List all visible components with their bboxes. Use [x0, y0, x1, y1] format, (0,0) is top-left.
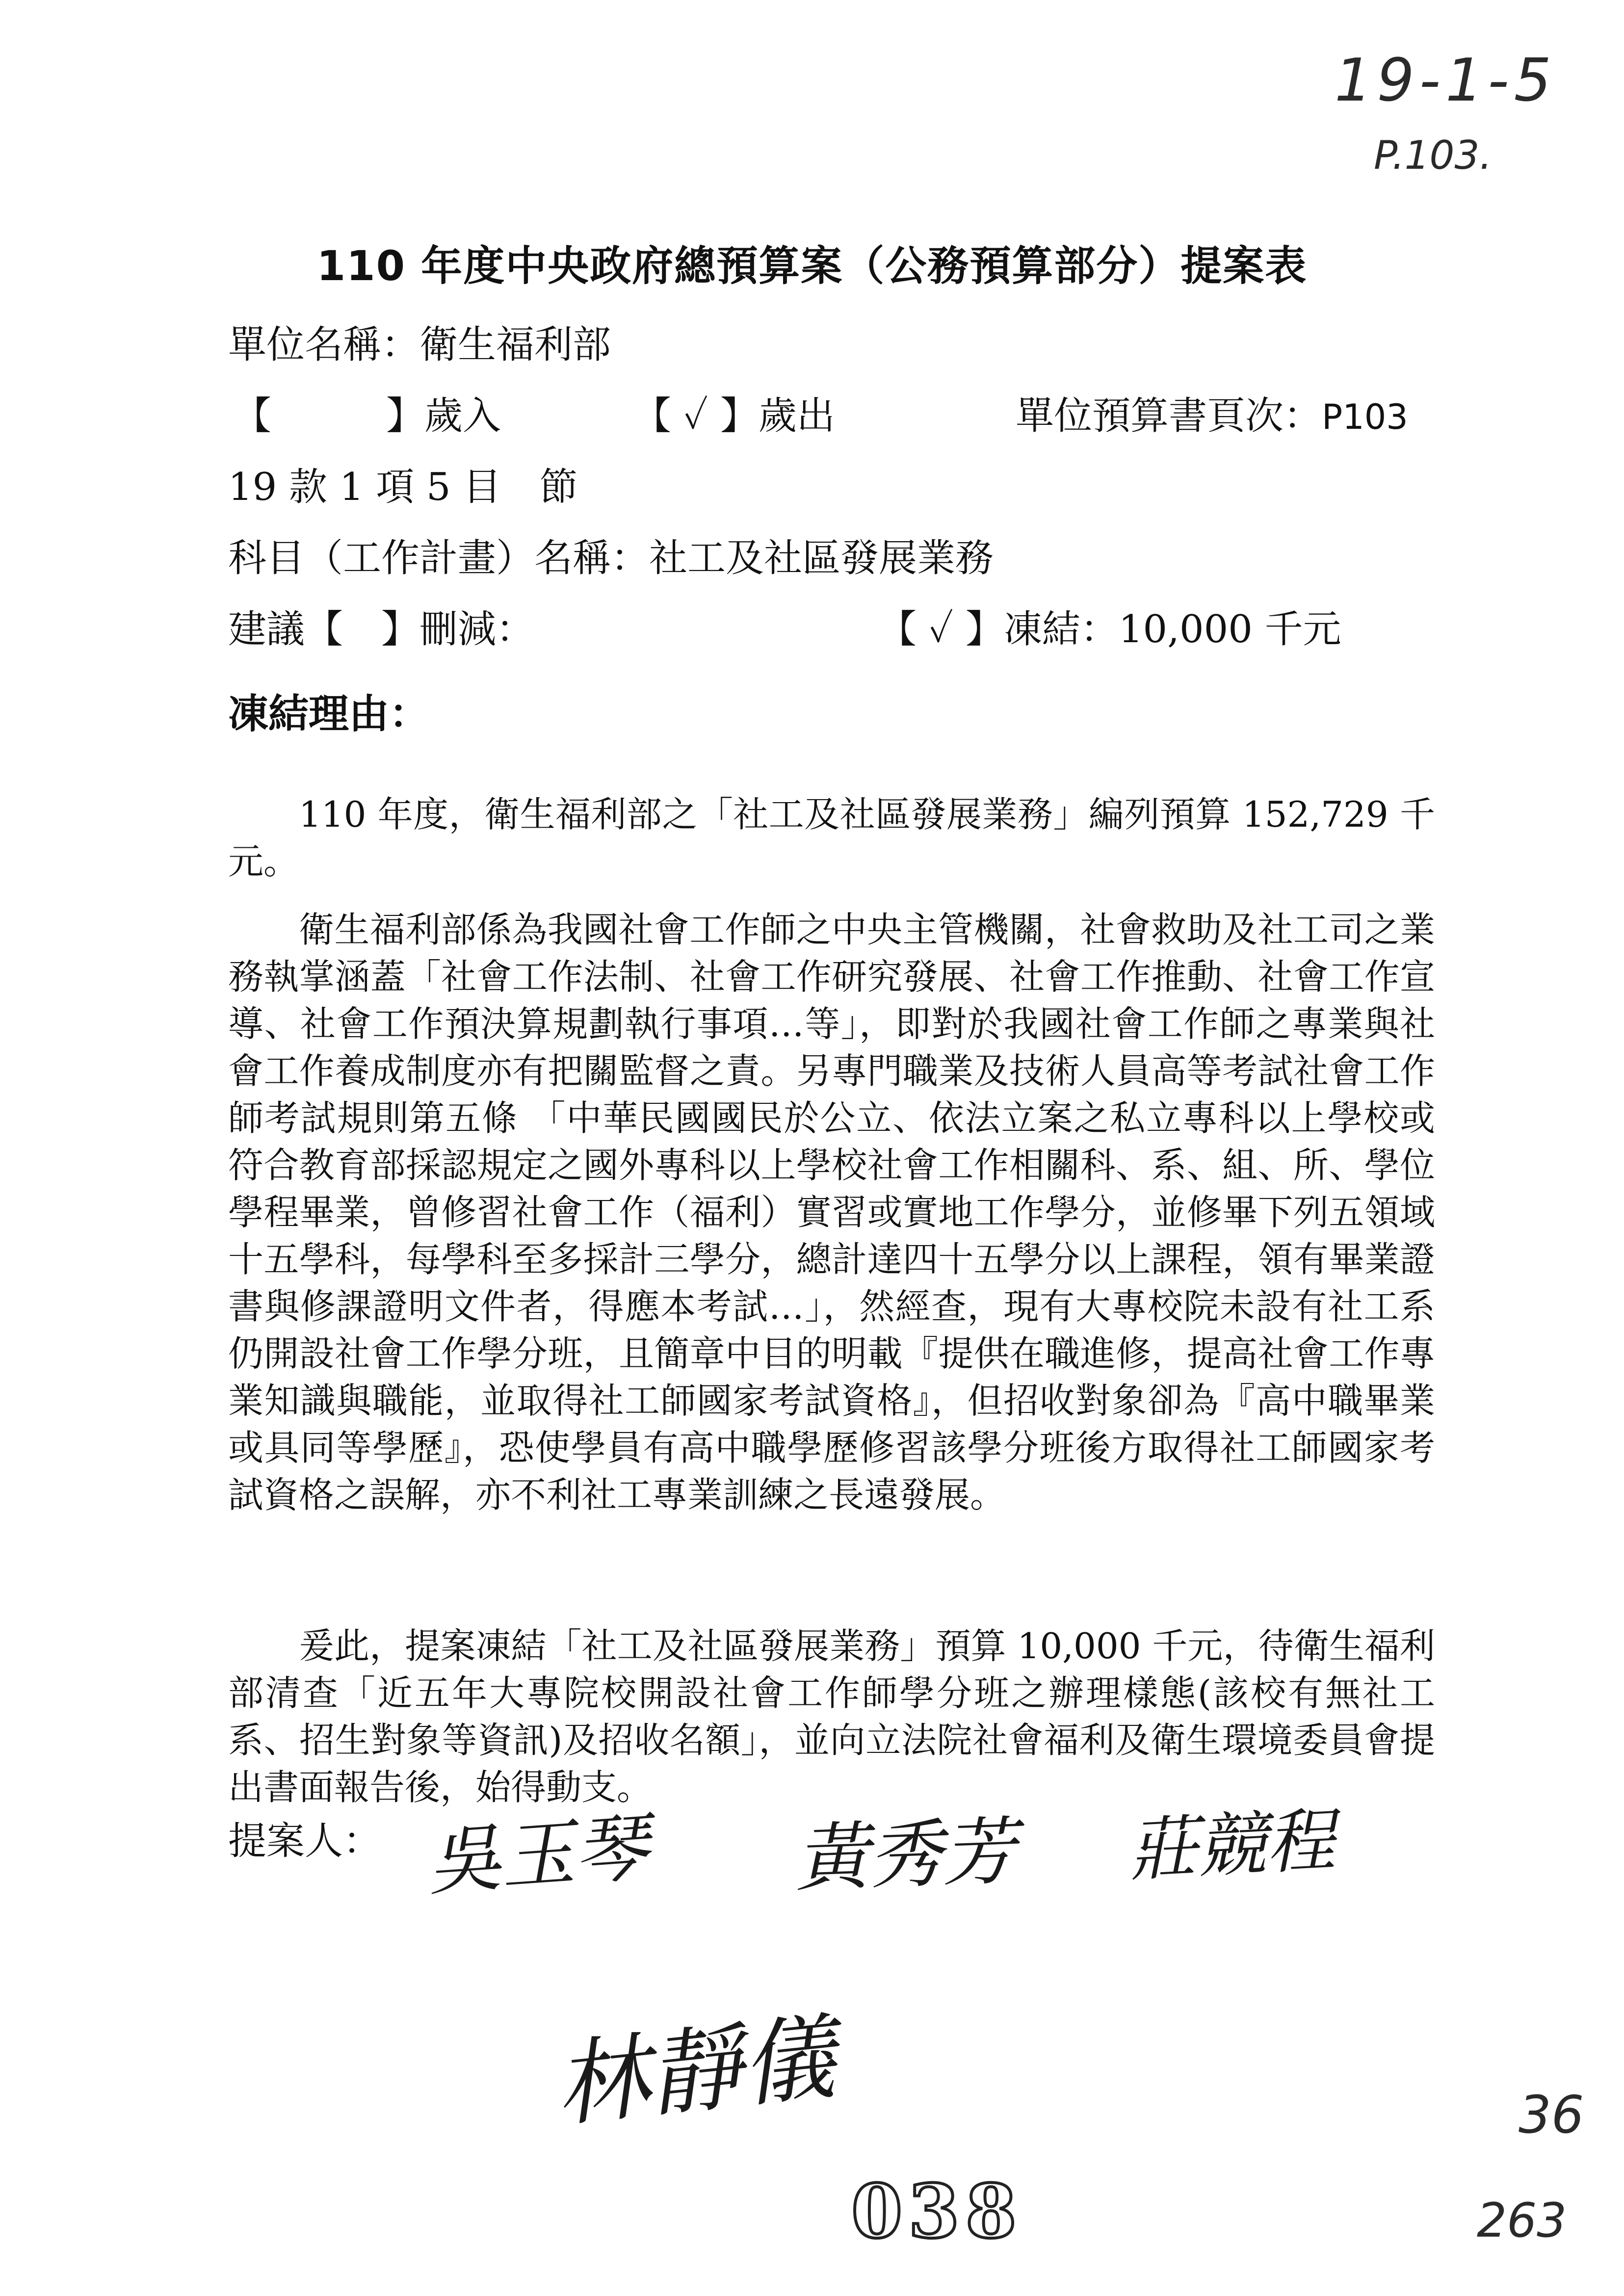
page-number-stamp: 038	[851, 2168, 1023, 2255]
page-ref-value: P103	[1322, 397, 1408, 437]
suggestion-freeze-line: 【 ✓ 】凍結：10,000 千元	[878, 607, 1341, 652]
signature-3: 莊競程	[1126, 1800, 1337, 1891]
unit-name-line: 單位名稱：衛生福利部	[228, 323, 611, 367]
reason-paragraph-3: 爰此，提案凍結「社工及社區發展業務」預算 10,000 千元，待衛生福利部清查「近五年大專院校開設社會工作師學分班之辦理樣態(該校有無社工系、招生對象等資訊)及招收名額」，並向立法院社會福利及衛生環境委員會提出書面報告後，始得動支。	[228, 1625, 1435, 1808]
handwritten-page-ref: P.103.	[1374, 132, 1492, 178]
handwritten-margin-number: 36	[1519, 2085, 1584, 2145]
budget-book-page-ref	[1016, 385, 1408, 440]
reason-paragraph-1: 110 年度，衛生福利部之「社工及社區發展業務」編列預算 152,729 千元。	[228, 794, 1435, 882]
expenditure-checkbox-line: 【 ✓ 】歲出	[633, 394, 835, 438]
revenue-checkbox-line: 【 】歲入	[233, 394, 501, 438]
handwritten-date: 19-1-5	[1335, 47, 1556, 115]
subject-line: 科目（工作計畫）名稱：社工及社區發展業務	[228, 536, 994, 580]
proposer-label: 提案人：	[228, 1819, 382, 1863]
signature-1: 吳玉琴	[424, 1805, 651, 1906]
signature-2: 黃秀芳	[793, 1809, 1018, 1902]
suggestion-cut-line: 建議【 】刪減：	[228, 607, 535, 652]
signature-4: 林靜儀	[550, 2003, 840, 2140]
budget-item-line: 19 款 1 項 5 目 節	[228, 465, 578, 509]
page-ref-label: 單位預算書頁次：	[1016, 394, 1322, 438]
freeze-reason-heading: 凍結理由：	[228, 691, 430, 737]
reason-paragraph-2: 衛生福利部係為我國社會工作師之中央主管機關，社會救助及社工司之業務執掌涵蓋「社會工作法制、社會工作研究發展、社會工作推動、社會工作宣導、社會工作預決算規劃執行事項…等」，即對於我國社會工作師之專業與社會工作養成制度亦有把關監督之責。另專門職業及技術人員高等考試社會工作師考試規則第五條 「中華民國國民於公立、依法立案之私立專科以上學校或符合教育部採認規定之國外專科以上學校社會工作相關科、系、組、所、學位學程畢業，曾修習社會工作（福利）實習或實地工作學分，並修畢下列五領域十五學科，每學科至多採計三學分，總計達四十五學分以上課程，領有畢業證書與修課證明文件者，得應本考試…」，然經查，現有大專校院未設有社工系仍開設社會工作學分班，且簡章中目的明載『提供在職進修，提高社會工作專業知識與職能，並取得社工師國家考試資格』，但招收對象卻為『高中職畢業或具同等學歷』，恐使學員有高中職學歷修習該學分班後方取得社工師國家考試資格之誤解，亦不利社工專業訓練之長遠發展。	[228, 909, 1435, 1515]
document-title: 110 年度中央政府總預算案（公務預算部分）提案表	[316, 242, 1308, 290]
handwritten-margin-number: 263	[1477, 2193, 1567, 2248]
